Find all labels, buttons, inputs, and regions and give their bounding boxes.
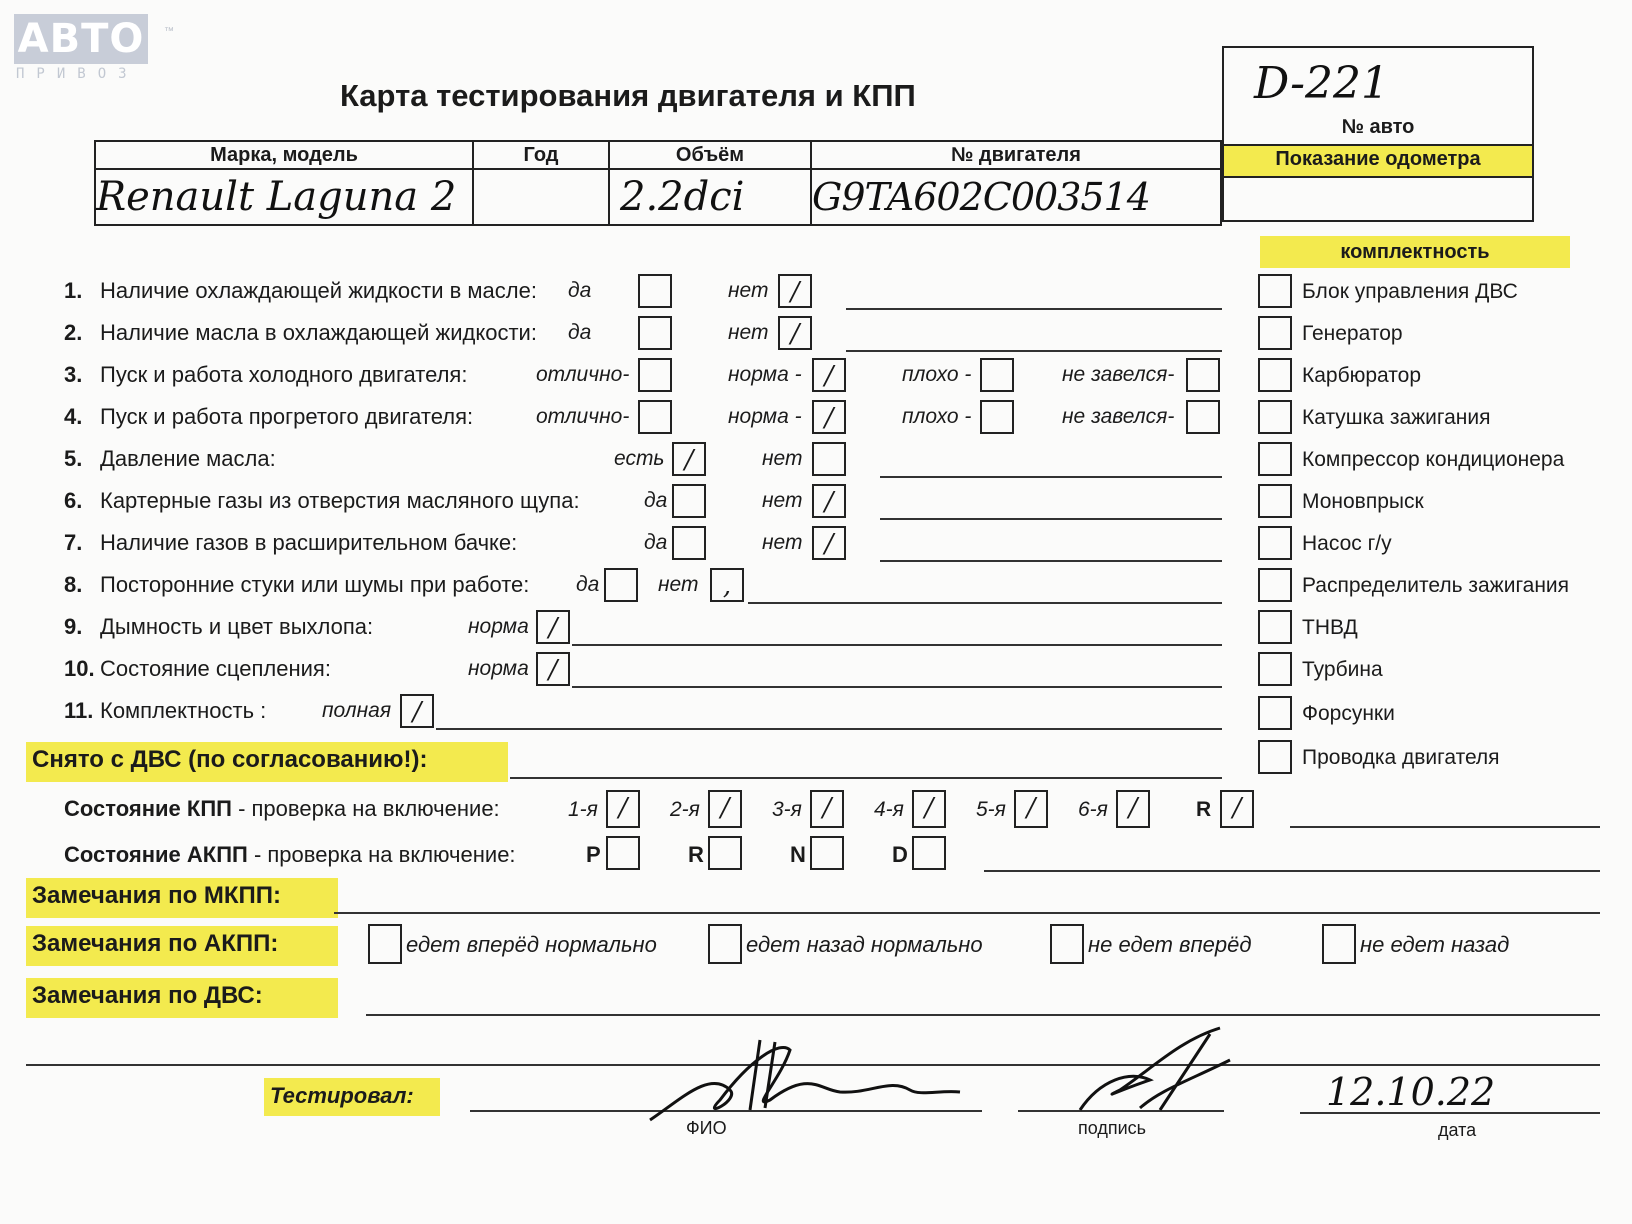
komplekt-checkbox[interactable] xyxy=(1258,526,1292,560)
question-line xyxy=(880,518,1222,520)
option-checkbox[interactable]: / xyxy=(778,316,812,350)
logo-tm: ™ xyxy=(164,26,174,37)
removed-label: Снято с ДВС (по согласованию!): xyxy=(26,742,508,782)
akpp-gear-checkbox[interactable] xyxy=(708,836,742,870)
question-text: Посторонние стуки или шумы при работе: xyxy=(100,572,530,597)
question-number: 2. xyxy=(64,320,83,345)
akpp-remark-label: не едет назад xyxy=(1360,932,1510,957)
question-number: 3. xyxy=(64,362,83,387)
col-engine-number: № двигателя xyxy=(811,141,1221,169)
komplekt-item-label: Карбюратор xyxy=(1302,364,1422,387)
tested-label: Тестировал: xyxy=(264,1078,440,1116)
col-year: Год xyxy=(473,141,609,169)
option-checkbox[interactable] xyxy=(638,358,672,392)
car-number-label: № авто xyxy=(1341,116,1415,138)
kpp-gear-checkbox[interactable]: / xyxy=(1014,790,1048,828)
question-text: Состояние сцепления: xyxy=(100,656,331,681)
question-text: Наличие охлаждающей жидкости в масле: xyxy=(100,278,537,303)
remarks-akpp-label: Замечания по АКПП: xyxy=(26,926,338,966)
option-label: полная xyxy=(322,699,392,722)
car-number-value: D-221 xyxy=(1254,58,1389,109)
akpp-gear-label: D xyxy=(892,842,908,867)
komplekt-checkbox[interactable] xyxy=(1258,696,1292,730)
option-label: да xyxy=(568,321,592,344)
option-checkbox[interactable] xyxy=(672,526,706,560)
option-label: плохо - xyxy=(902,363,972,386)
komplekt-checkbox[interactable] xyxy=(1258,274,1292,308)
question-text: Пуск и работа холодного двигателя: xyxy=(100,362,468,387)
akpp-remark-label: не едет вперёд xyxy=(1088,932,1252,957)
option-label: нет xyxy=(728,279,769,302)
value-engine-number: G9TA602C003514 xyxy=(811,169,1221,225)
question-line xyxy=(880,476,1222,478)
akpp-gear-checkbox[interactable] xyxy=(810,836,844,870)
option-label: не завелся- xyxy=(1062,405,1175,428)
option-label: нет xyxy=(762,489,803,512)
akpp-gear-checkbox[interactable] xyxy=(606,836,640,870)
question-line xyxy=(846,308,1222,310)
question-number: 10. xyxy=(64,656,95,681)
komplekt-checkbox[interactable] xyxy=(1258,400,1292,434)
kpp-gear-label: 5-я xyxy=(976,798,1006,821)
question-line xyxy=(572,686,1222,688)
question-number: 7. xyxy=(64,530,83,555)
kpp-label-bold: Состояние КПП xyxy=(64,796,232,821)
komplekt-item-label: Проводка двигателя xyxy=(1302,746,1500,769)
kpp-gear-label: 4-я xyxy=(874,798,904,821)
option-label: отлично- xyxy=(536,405,630,428)
question-text: Картерные газы из отверстия масляного щупа: xyxy=(100,488,580,513)
option-label: норма xyxy=(468,657,529,680)
option-checkbox[interactable] xyxy=(1186,400,1220,434)
question-text: Комплектность : xyxy=(100,698,267,723)
option-label: норма - xyxy=(728,363,802,386)
komplekt-checkbox[interactable] xyxy=(1258,652,1292,686)
logo-sub-text: ПРИВОЗ xyxy=(16,66,139,82)
kpp-gear-label: 2-я xyxy=(670,798,700,821)
akpp-label-bold: Состояние АКПП xyxy=(64,842,248,867)
komplekt-checkbox[interactable] xyxy=(1258,568,1292,602)
date-value: 12.10.22 xyxy=(1326,1070,1496,1114)
komplekt-item-label: Насос г/у xyxy=(1302,532,1392,555)
option-checkbox[interactable] xyxy=(980,400,1014,434)
option-label: плохо - xyxy=(902,405,972,428)
akpp-remark-label: едет вперёд нормально xyxy=(406,932,657,957)
komplekt-item-label: Генератор xyxy=(1302,322,1403,345)
option-checkbox[interactable]: / xyxy=(778,274,812,308)
option-checkbox[interactable]: / xyxy=(536,610,570,644)
akpp-gear-label: P xyxy=(586,842,601,867)
option-checkbox[interactable] xyxy=(672,484,706,518)
komplekt-item-label: Катушка зажигания xyxy=(1302,406,1491,429)
fio-signature xyxy=(640,1030,970,1130)
akpp-remark-checkbox[interactable] xyxy=(1050,924,1084,964)
komplekt-item-label: ТНВД xyxy=(1302,616,1358,639)
akpp-line xyxy=(984,870,1600,872)
question-text: Наличие масла в охлаждающей жидкости: xyxy=(100,320,537,345)
kpp-line xyxy=(1290,826,1600,828)
kpp-gear-label: 6-я xyxy=(1078,798,1108,821)
question-line xyxy=(572,644,1222,646)
question-number: 5. xyxy=(64,446,83,471)
option-checkbox[interactable]: / xyxy=(400,694,434,728)
vehicle-header-table xyxy=(94,140,1222,226)
option-checkbox[interactable]: / xyxy=(812,526,846,560)
option-checkbox[interactable]: / xyxy=(812,400,846,434)
remarks-mkpp-line xyxy=(334,912,1600,914)
question-number: 11. xyxy=(64,698,94,723)
kpp-gear-label: R xyxy=(1196,798,1212,821)
komplekt-checkbox[interactable] xyxy=(1258,610,1292,644)
signature xyxy=(1060,1020,1240,1120)
akpp-gear-label: N xyxy=(790,842,806,867)
kpp-gear-checkbox[interactable]: / xyxy=(810,790,844,828)
komplekt-checkbox[interactable] xyxy=(1258,316,1292,350)
question-number: 4. xyxy=(64,404,83,429)
value-make-model: Renault Laguna 2 xyxy=(95,169,473,225)
akpp-remark-checkbox[interactable] xyxy=(1322,924,1356,964)
question-number: 9. xyxy=(64,614,83,639)
question-text: Дымность и цвет выхлопа: xyxy=(100,614,374,639)
komplekt-checkbox[interactable] xyxy=(1258,358,1292,392)
question-text: Давление масла: xyxy=(100,446,276,471)
page-title: Карта тестирования двигателя и КПП xyxy=(340,78,916,113)
question-text: Пуск и работа прогретого двигателя: xyxy=(100,404,474,429)
question-line xyxy=(846,350,1222,352)
option-checkbox[interactable] xyxy=(638,400,672,434)
remarks-dvs-line xyxy=(366,1014,1600,1016)
komplekt-checkbox[interactable] xyxy=(1258,442,1292,476)
option-checkbox[interactable] xyxy=(604,568,638,602)
question-line xyxy=(748,602,1222,604)
option-checkbox[interactable]: / xyxy=(812,484,846,518)
col-volume: Объём xyxy=(609,141,811,169)
akpp-gear-label: R xyxy=(688,842,704,867)
question-number: 1. xyxy=(64,278,83,303)
fio-caption: ФИО xyxy=(686,1118,727,1138)
option-label: есть xyxy=(614,447,665,470)
option-label: да xyxy=(644,531,668,554)
car-number-box xyxy=(1222,46,1534,222)
akpp-remark-checkbox[interactable] xyxy=(708,924,742,964)
date-caption: дата xyxy=(1438,1120,1477,1140)
option-checkbox[interactable]: / xyxy=(536,652,570,686)
removed-line xyxy=(510,777,1222,779)
option-label: норма xyxy=(468,615,529,638)
option-label: да xyxy=(568,279,592,302)
col-make-model: Марка, модель xyxy=(95,141,473,169)
kpp-gear-checkbox[interactable]: / xyxy=(1220,790,1254,828)
komplekt-title: комплектность xyxy=(1260,236,1570,268)
komplekt-item-label: Турбина xyxy=(1302,658,1383,681)
akpp-remark-label: едет назад нормально xyxy=(746,932,983,957)
option-label: не завелся- xyxy=(1062,363,1175,386)
option-label: нет xyxy=(728,321,769,344)
option-checkbox[interactable]: / xyxy=(812,358,846,392)
option-checkbox[interactable] xyxy=(638,316,672,350)
komplekt-checkbox[interactable] xyxy=(1258,740,1292,774)
option-label: нет xyxy=(762,447,803,470)
remarks-dvs-label: Замечания по ДВС: xyxy=(26,978,338,1018)
kpp-gear-checkbox[interactable]: / xyxy=(1116,790,1150,828)
kpp-gear-checkbox[interactable]: / xyxy=(606,790,640,828)
akpp-remark-checkbox[interactable] xyxy=(368,924,402,964)
komplekt-item-label: Распределитель зажигания xyxy=(1302,574,1570,597)
option-label: нет xyxy=(658,573,699,596)
option-checkbox[interactable] xyxy=(980,358,1014,392)
kpp-label-rest: - проверка на включение: xyxy=(231,796,500,821)
option-label: норма - xyxy=(728,405,802,428)
option-checkbox[interactable] xyxy=(1186,358,1220,392)
kpp-gear-label: 1-я xyxy=(568,798,598,821)
komplekt-item-label: Блок управления ДВС xyxy=(1302,280,1518,303)
kpp-label xyxy=(64,796,500,822)
option-checkbox[interactable]: / xyxy=(672,442,706,476)
value-year xyxy=(473,169,609,225)
avtoprivoz-logo xyxy=(14,14,174,84)
komplekt-checkbox[interactable] xyxy=(1258,484,1292,518)
option-label: нет xyxy=(762,531,803,554)
option-checkbox[interactable] xyxy=(812,442,846,476)
question-line xyxy=(436,728,1222,730)
odometer-label: Показание одометра xyxy=(1224,144,1532,178)
remarks-mkpp-label: Замечания по МКПП: xyxy=(26,878,338,918)
kpp-gear-label: 3-я xyxy=(772,798,802,821)
option-label: да xyxy=(576,573,600,596)
question-text: Наличие газов в расширительном бачке: xyxy=(100,530,518,555)
komplekt-item-label: Форсунки xyxy=(1302,702,1395,725)
option-label: да xyxy=(644,489,668,512)
komplekt-item-label: Моновпрыск xyxy=(1302,490,1424,513)
kpp-gear-checkbox[interactable]: / xyxy=(708,790,742,828)
value-volume: 2.2dci xyxy=(609,169,811,225)
question-number: 6. xyxy=(64,488,83,513)
question-line xyxy=(880,560,1222,562)
logo-main-text: АВТО xyxy=(14,14,148,64)
akpp-label xyxy=(64,842,516,868)
option-checkbox[interactable] xyxy=(638,274,672,308)
kpp-gear-checkbox[interactable]: / xyxy=(912,790,946,828)
komplekt-item-label: Компрессор кондиционера xyxy=(1302,448,1565,471)
question-number: 8. xyxy=(64,572,83,597)
akpp-gear-checkbox[interactable] xyxy=(912,836,946,870)
akpp-label-rest: - проверка на включение: xyxy=(247,842,516,867)
option-checkbox[interactable]: , xyxy=(710,568,744,602)
sign-caption: подпись xyxy=(1078,1118,1147,1138)
option-label: отлично- xyxy=(536,363,630,386)
